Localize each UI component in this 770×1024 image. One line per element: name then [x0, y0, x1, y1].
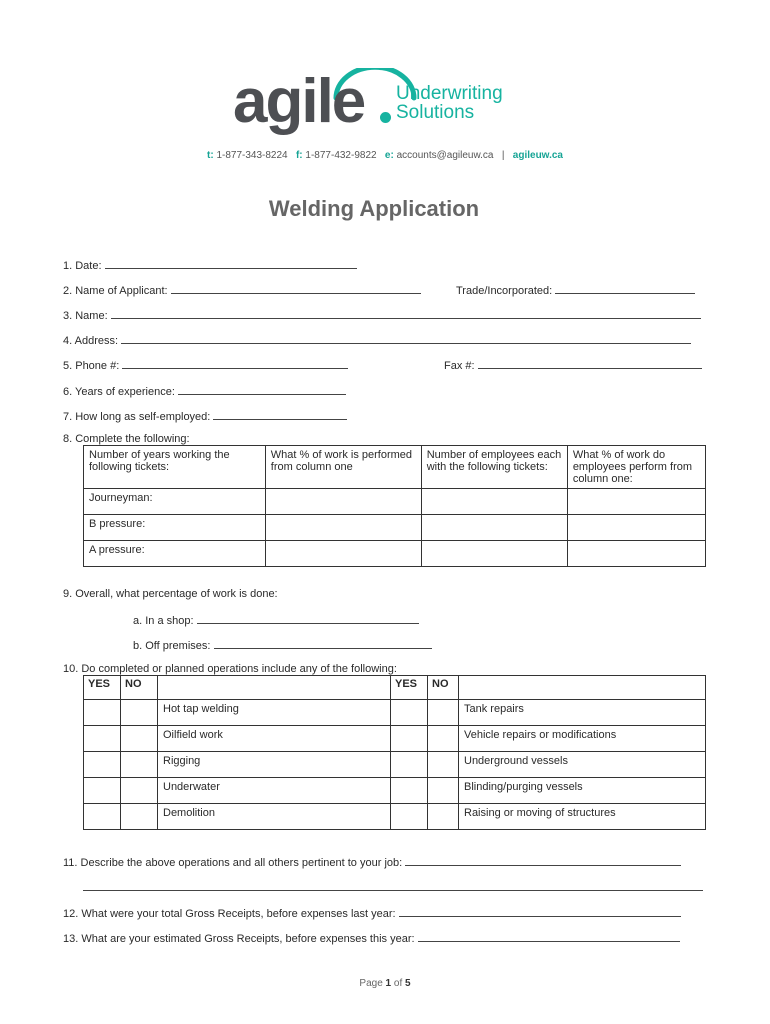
yes-checkbox[interactable]	[84, 726, 121, 752]
no-checkbox[interactable]	[428, 778, 459, 804]
row-label-a-pressure: A pressure:	[84, 541, 266, 567]
q13-gross-this-year	[63, 931, 680, 945]
q9b-label: b. Off premises:	[133, 640, 211, 652]
table-cell[interactable]	[265, 541, 421, 567]
no-checkbox[interactable]	[428, 726, 459, 752]
logo-dot-icon	[380, 112, 391, 123]
page-footer	[0, 978, 770, 989]
q9a-label: a. In a shop:	[133, 615, 194, 627]
yes-header-right: YES	[391, 676, 428, 700]
tickets-table	[83, 445, 706, 567]
applicant-name-field[interactable]	[171, 283, 421, 294]
q6-label: 6. Years of experience:	[63, 386, 175, 398]
q9b-off-premises	[133, 638, 432, 652]
no-header-left: NO	[121, 676, 158, 700]
q3-name	[63, 308, 701, 322]
table-cell[interactable]	[421, 515, 567, 541]
fax-value: 1-877-432-9822	[305, 150, 377, 161]
table-cell[interactable]	[265, 489, 421, 515]
fax-field[interactable]	[478, 358, 702, 369]
fax-field-label: Fax #:	[444, 360, 475, 372]
shop-percent-field[interactable]	[197, 613, 419, 624]
name-field[interactable]	[111, 308, 701, 319]
phone-field[interactable]	[122, 358, 348, 369]
self-employed-field[interactable]	[213, 409, 347, 420]
operation-header-left	[158, 676, 391, 700]
page-number: 1	[385, 978, 392, 989]
q7-label: 7. How long as self-employed:	[63, 411, 211, 423]
q12-label: 12. What were your total Gross Receipts, before expenses last year:	[63, 908, 396, 920]
q11-label: 11. Describe the above operations and all others pertinent to your job:	[63, 857, 403, 869]
no-checkbox[interactable]	[121, 778, 158, 804]
table-cell[interactable]	[567, 489, 705, 515]
operation-label: Hot tap welding	[158, 700, 391, 726]
no-checkbox[interactable]	[121, 726, 158, 752]
q8-label: 8. Complete the following:	[63, 433, 190, 445]
address-field[interactable]	[121, 333, 691, 344]
logo-sub-line-2: Solutions	[396, 102, 475, 123]
no-checkbox[interactable]	[428, 752, 459, 778]
describe-field-line-2[interactable]	[83, 880, 703, 891]
experience-field[interactable]	[178, 384, 346, 395]
yes-header-left: YES	[84, 676, 121, 700]
gross-this-year-field[interactable]	[418, 931, 680, 942]
table-row	[84, 752, 706, 778]
table-cell[interactable]	[421, 541, 567, 567]
no-header-right: NO	[428, 676, 459, 700]
q11-describe	[63, 855, 681, 869]
yes-checkbox[interactable]	[391, 726, 428, 752]
q9-label: 9. Overall, what percentage of work is done:	[63, 588, 278, 600]
no-checkbox[interactable]	[121, 700, 158, 726]
table-cell[interactable]	[567, 541, 705, 567]
table-row	[84, 700, 706, 726]
operation-label: Raising or moving of structures	[459, 804, 706, 830]
q3-label: 3. Name:	[63, 310, 108, 322]
no-checkbox[interactable]	[121, 804, 158, 830]
describe-field[interactable]	[405, 855, 681, 866]
operation-label: Underwater	[158, 778, 391, 804]
yes-checkbox[interactable]	[84, 804, 121, 830]
q11-continuation	[83, 880, 703, 894]
page-label: Page	[359, 978, 383, 989]
logo-subtitle	[396, 84, 503, 122]
yes-checkbox[interactable]	[84, 778, 121, 804]
gross-last-year-field[interactable]	[399, 906, 681, 917]
q5-phone	[63, 358, 348, 372]
operation-label: Vehicle repairs or modifications	[459, 726, 706, 752]
operations-table	[83, 675, 706, 830]
header-years: Number of years working the following tickets:	[84, 446, 266, 489]
logo-wordmark: agile	[233, 67, 365, 136]
operation-label: Rigging	[158, 752, 391, 778]
table-cell[interactable]	[265, 515, 421, 541]
table-row	[84, 489, 706, 515]
q2-applicant	[63, 283, 421, 297]
yes-checkbox[interactable]	[391, 700, 428, 726]
header-percent-work: What % of work is performed from column one	[265, 446, 421, 489]
q9a-shop	[133, 613, 419, 627]
q5-label: 5. Phone #:	[63, 360, 120, 372]
operation-label: Tank repairs	[459, 700, 706, 726]
q12-gross-last-year	[63, 906, 681, 920]
table-row	[84, 778, 706, 804]
operation-label: Blinding/purging vessels	[459, 778, 706, 804]
table-row	[84, 515, 706, 541]
separator: |	[501, 150, 505, 161]
operations-header-row	[84, 676, 706, 700]
yes-checkbox[interactable]	[391, 804, 428, 830]
q1-label: 1. Date:	[63, 260, 102, 272]
row-label-b-pressure: B pressure:	[84, 515, 266, 541]
contact-line	[0, 150, 770, 161]
phone-label: t:	[206, 150, 214, 161]
yes-checkbox[interactable]	[84, 700, 121, 726]
table-cell[interactable]	[421, 489, 567, 515]
trade-field[interactable]	[555, 283, 695, 294]
yes-checkbox[interactable]	[391, 778, 428, 804]
table-row	[84, 726, 706, 752]
email-link[interactable]: accounts@agileuw.ca	[396, 150, 494, 161]
q4-label: 4. Address:	[63, 335, 119, 347]
trade-label: Trade/Incorporated:	[456, 285, 553, 297]
q1-date	[63, 258, 357, 272]
agile-logo	[233, 62, 533, 142]
yes-checkbox[interactable]	[84, 752, 121, 778]
yes-checkbox[interactable]	[391, 752, 428, 778]
table-row	[84, 541, 706, 567]
phone-value: 1-877-343-8224	[216, 150, 288, 161]
table-header-row	[84, 446, 706, 489]
operation-label: Demolition	[158, 804, 391, 830]
q7-self-employed	[63, 409, 347, 423]
table-row	[84, 804, 706, 830]
header-employee-percent: What % of work do employees perform from column one:	[567, 446, 705, 489]
website-link[interactable]: agileuw.ca	[512, 150, 563, 161]
page-of: of	[393, 978, 403, 989]
no-checkbox[interactable]	[121, 752, 158, 778]
q13-label: 13. What are your estimated Gross Receipts, before expenses this year:	[63, 933, 415, 945]
date-field[interactable]	[105, 258, 357, 269]
page-title: Welding Application	[268, 196, 480, 221]
logo-sub-line-1: Underwriting	[396, 83, 503, 104]
q5-fax	[444, 358, 702, 372]
q10-label: 10. Do completed or planned operations include any of the following:	[63, 663, 397, 675]
off-premises-field[interactable]	[214, 638, 432, 649]
row-label-journeyman: Journeyman:	[84, 489, 266, 515]
no-checkbox[interactable]	[428, 804, 459, 830]
q4-address	[63, 333, 691, 347]
email-label: e:	[384, 150, 394, 161]
table-cell[interactable]	[567, 515, 705, 541]
q2-label: 2. Name of Applicant:	[63, 285, 168, 297]
operation-label: Underground vessels	[459, 752, 706, 778]
operation-header-right	[459, 676, 706, 700]
q6-experience	[63, 384, 346, 398]
operation-label: Oilfield work	[158, 726, 391, 752]
header-employees: Number of employees each with the following tickets:	[421, 446, 567, 489]
fax-label: f:	[295, 150, 303, 161]
page-total: 5	[405, 978, 411, 989]
no-checkbox[interactable]	[428, 700, 459, 726]
q2-trade	[456, 283, 695, 297]
